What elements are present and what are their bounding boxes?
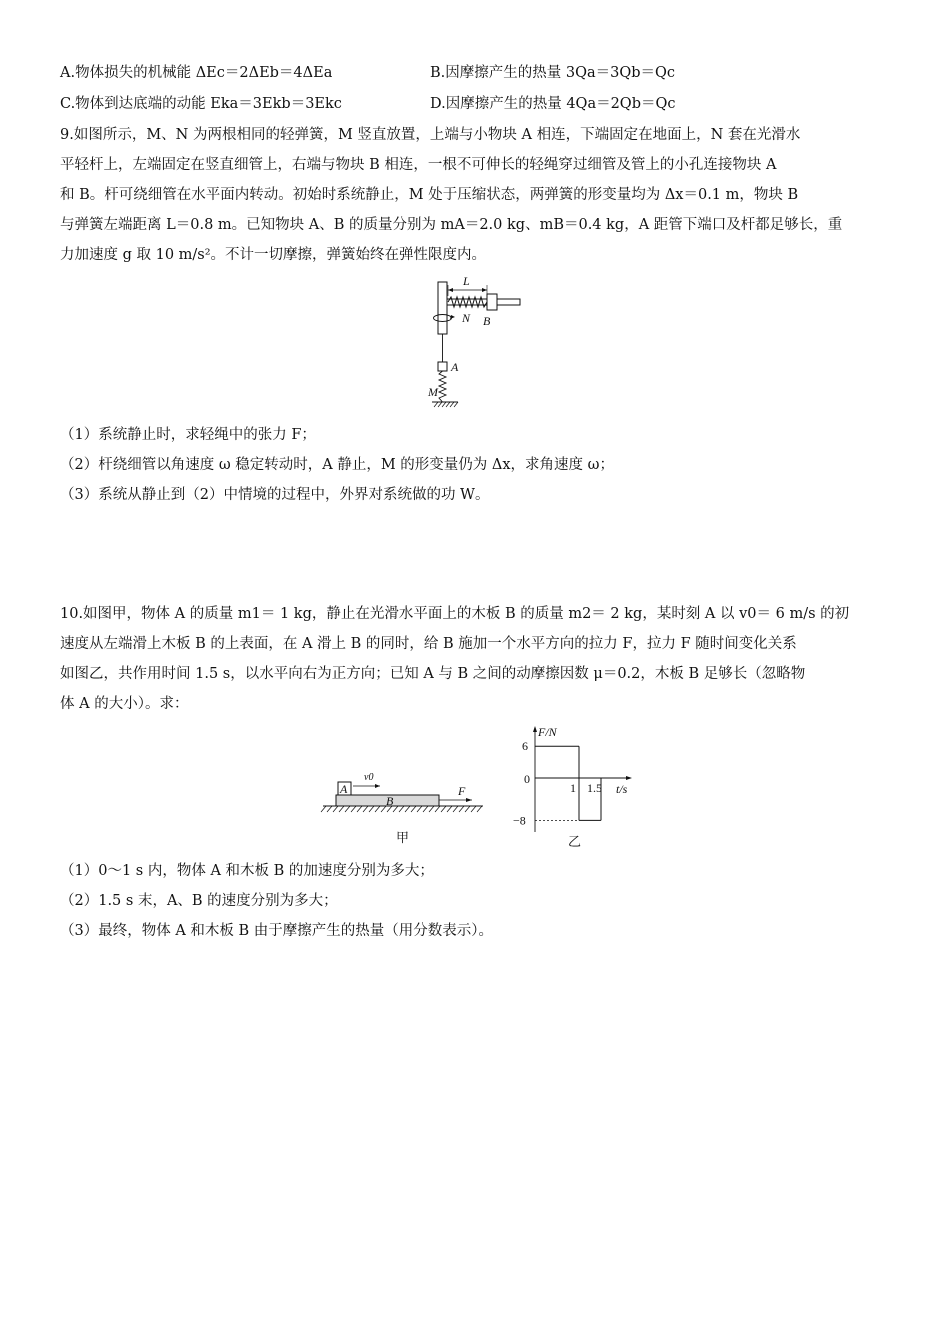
q10-figure-yi xyxy=(505,722,640,852)
q8-option-a: A.物体损失的机械能 ΔEc＝2ΔEb＝4ΔEa xyxy=(60,65,333,81)
q9-subquestion-1: （1）系统静止时，求轻绳中的张力 F； xyxy=(60,427,316,443)
q10-subquestion-3: （3）最终，物体 A 和木板 B 由于摩擦产生的热量（用分数表示）。 xyxy=(60,923,494,939)
q9-stem-line: 力加速度 g 取 10 m/s²。不计一切摩擦，弹簧始终在弹性限度内。 xyxy=(60,247,487,263)
q9-subquestion-3: （3）系统从静止到（2）中情境的过程中，外界对系统做的功 W。 xyxy=(60,487,490,503)
q10-subquestion-2: （2）1.5 s 末，A、B 的速度分别为多大； xyxy=(60,893,338,909)
q8-option-d: D.因摩擦产生的热量 4Qa＝2Qb＝Qc xyxy=(430,96,676,112)
q10-stem-line: 如图乙，共作用时间 1.5 s，以水平向右为正方向；已知 A 与 B 之间的动摩擦因数 μ＝0.2，木板 B 足够长（忽略物 xyxy=(60,666,806,682)
q10-jia-label-a: A xyxy=(340,782,348,796)
q9-label-n: N xyxy=(462,311,471,325)
q8-option-c: C.物体到达底端的动能 Eka＝3Ekb＝3Ekc xyxy=(60,96,342,112)
q10-jia-label-b: B xyxy=(386,794,394,808)
q10-yi-caption: 乙 xyxy=(568,834,582,849)
q9-subquestion-2: （2）杆绕细管以角速度 ω 稳定转动时，A 静止，M 的形变量仍为 Δx，求角速度 ω； xyxy=(60,457,614,473)
q9-label-m: M xyxy=(428,385,438,399)
q10-stem-line: 体 A 的大小）。求： xyxy=(60,696,189,712)
y-tick-6: 6 xyxy=(522,739,528,754)
q9-stem-line: 与弹簧左端距离 L＝0.8 m。已知物块 A、B 的质量分别为 mA＝2.0 kg、mB＝0.4 kg，A 距管下端口及杆都足够长，重 xyxy=(60,217,843,233)
q9-label-a: A xyxy=(451,360,459,374)
q10-jia-label-f: F xyxy=(458,784,466,798)
q10-figure-jia xyxy=(318,762,493,850)
q10-jia-label-v0: v0 xyxy=(364,772,374,783)
q9-stem-line: 9.如图所示，M、N 为两根相同的轻弹簧，M 竖直放置，上端与小物块 A 相连，下端固定在地面上，N 套在光滑水 xyxy=(60,127,801,143)
q9-stem-line: 和 B。杆可绕细管在水平面内转动。初始时系统静止，M 处于压缩状态，两弹簧的形变量均为 Δx＝0.1 m，物块 B xyxy=(60,187,799,203)
q10-stem-line: 速度从左端滑上木板 B 的上表面，在 A 滑上 B 的同时，给 B 施加一个水平方向的拉力 F，拉力 F 随时间变化关系 xyxy=(60,636,797,652)
q10-subquestion-1: （1）0～1 s 内，物体 A 和木板 B 的加速度分别为多大； xyxy=(60,863,434,879)
q9-label-l: L xyxy=(463,274,470,288)
q9-spring-figure xyxy=(410,270,540,415)
q9-stem-line: 平轻杆上，左端固定在竖直细管上，右端与物块 B 相连，一根不可伸长的轻绳穿过细管及管上的小孔连接物块 A xyxy=(60,157,777,173)
x-tick-1: 1 xyxy=(570,781,576,795)
x-axis-label: t/s xyxy=(616,782,628,796)
q10-jia-caption: 甲 xyxy=(396,830,410,845)
y-tick-minus-8: −8 xyxy=(513,813,526,828)
q10-stem-line: 10.如图甲，物体 A 的质量 m1＝ 1 kg，静止在光滑水平面上的木板 B 的质量 m2＝ 2 kg，某时刻 A 以 v0＝ 6 m/s 的初 xyxy=(60,606,850,622)
x-tick-1-5: 1.5 xyxy=(587,781,602,795)
q8-option-b: B.因摩擦产生的热量 3Qa＝3Qb＝Qc xyxy=(430,65,676,81)
y-tick-0: 0 xyxy=(524,772,530,786)
q9-label-b: B xyxy=(483,314,491,328)
y-axis-label: F/N xyxy=(538,725,557,739)
